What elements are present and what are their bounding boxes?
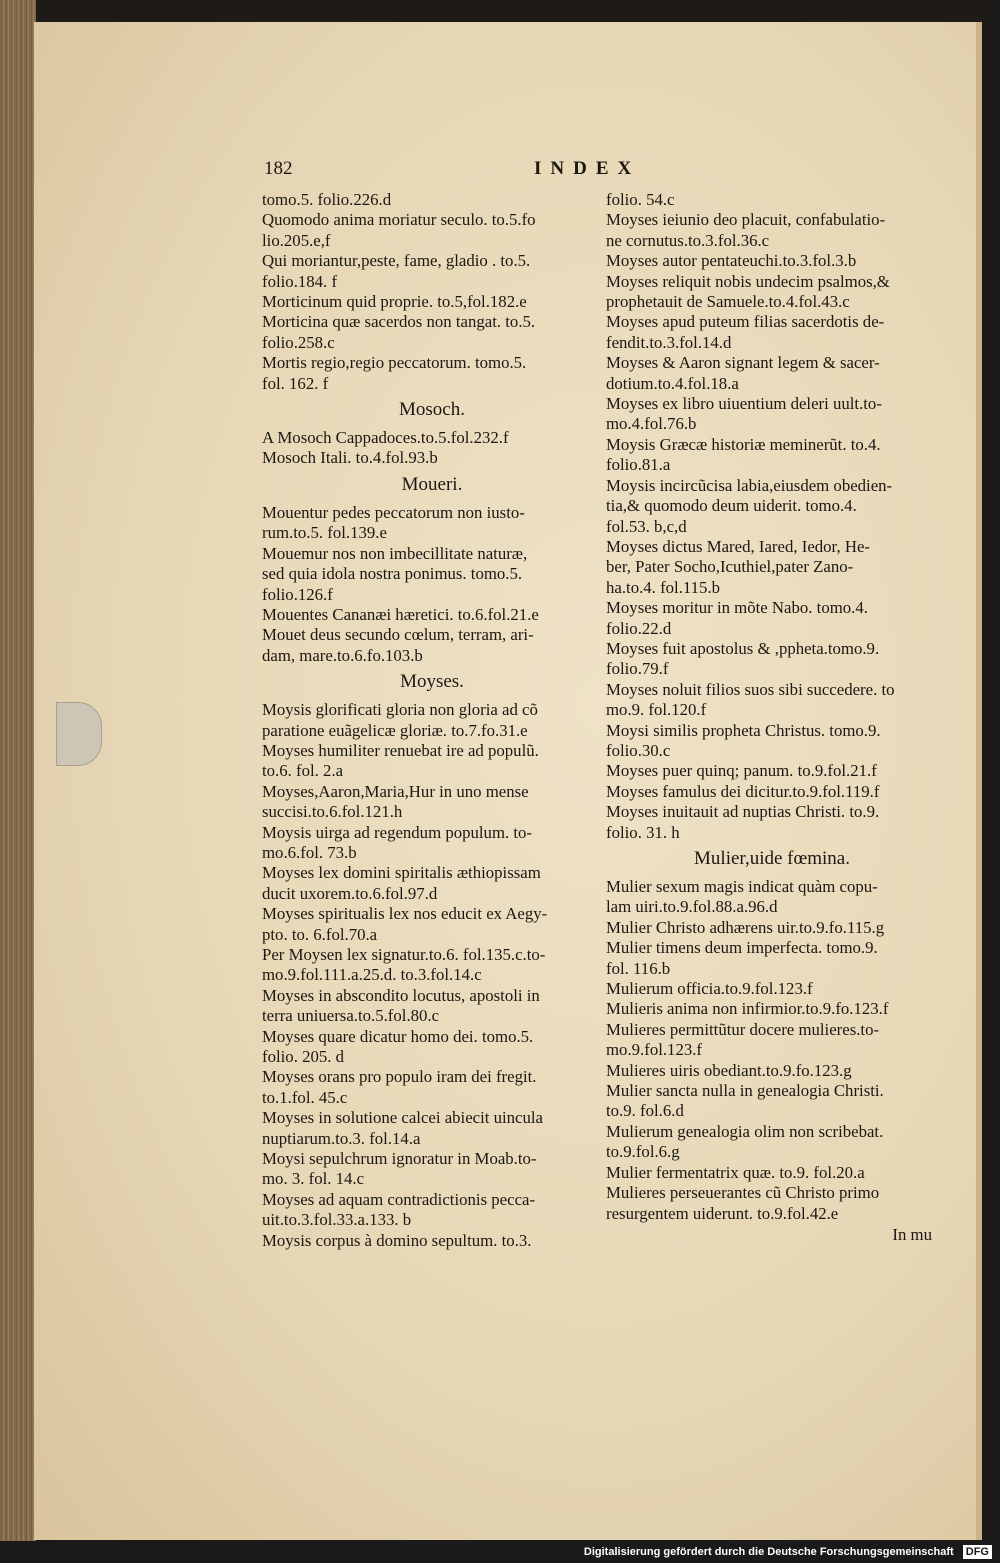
- entry-line: Moysi similis propheta Christus. tomo.9.: [606, 720, 881, 740]
- dfg-logo: DFG: [963, 1545, 992, 1559]
- index-entry: [606, 435, 938, 476]
- catchword: In mu: [892, 1224, 932, 1244]
- entry-line: Moyses moritur in mõte Nabo. tomo.4.: [606, 598, 868, 618]
- entry-line: to.9. fol.6.d: [606, 1101, 684, 1121]
- entry-line: Moysis Græcæ historiæ meminerũt. to.4.: [606, 434, 881, 454]
- index-entry: [262, 544, 602, 605]
- index-entry: [262, 448, 602, 468]
- index-entry: [606, 761, 938, 781]
- index-entry: [606, 680, 938, 721]
- entry-line: Mosoch Itali. to.4.fol.93.b: [262, 448, 438, 468]
- index-entry: [606, 210, 938, 251]
- entry-line: Mulier timens deum imperfecta. tomo.9.: [606, 938, 878, 958]
- index-entry: [606, 251, 938, 271]
- entry-line: folio.81.a: [606, 455, 671, 475]
- entry-line: Quomodo anima moriatur seculo. to.5.fo: [262, 210, 536, 230]
- entry-line: mo. 3. fol. 14.c: [262, 1169, 365, 1189]
- entry-line: mo.6.fol. 73.b: [262, 842, 357, 862]
- entry-line: ducit uxorem.to.6.fol.97.d: [262, 883, 438, 903]
- index-entry: [262, 823, 602, 864]
- entry-line: folio.126.f: [262, 584, 333, 604]
- index-entry: [262, 1149, 602, 1190]
- index-entry: [262, 312, 602, 353]
- entry-line: mo.9.fol.111.a.25.d. to.3.fol.14.c: [262, 965, 482, 985]
- index-entry: [262, 605, 602, 625]
- index-entry: [606, 312, 938, 353]
- index-entry: [606, 918, 938, 938]
- index-entry: [606, 802, 938, 843]
- entry-line: Moyses spiritualis lex nos educit ex Aegy-: [262, 904, 548, 924]
- entry-line: Moyses puer quinq; panum. to.9.fol.21.f: [606, 761, 877, 781]
- index-entry: [262, 1231, 602, 1251]
- book-edge: [0, 0, 36, 1545]
- index-entry: [606, 598, 938, 639]
- index-entry: [606, 476, 938, 537]
- page-clip: [56, 702, 102, 766]
- entry-line: to.9.fol.6.g: [606, 1142, 680, 1162]
- entry-line: Moyses noluit filios suos sibi succedere. to: [606, 679, 895, 699]
- funding-note: Digitalisierung gefördert durch die Deutsche Forschungsgemeinschaft: [583, 1546, 954, 1558]
- entry-line: uit.to.3.fol.33.a.133. b: [262, 1210, 412, 1230]
- index-entry: [262, 251, 602, 292]
- index-entry: [262, 1108, 602, 1149]
- index-entry: [606, 353, 938, 394]
- entry-line: folio.30.c: [606, 740, 671, 760]
- entry-line: to.1.fol. 45.c: [262, 1087, 348, 1107]
- entry-line: Qui moriantur,peste, fame, gladio . to.5.: [262, 251, 531, 271]
- entry-line: dam, mare.to.6.fo.103.b: [262, 645, 423, 665]
- entry-line: Moysis uirga ad regendum populum. to-: [262, 822, 533, 842]
- digitization-footer: [0, 1541, 1000, 1563]
- entry-line: Morticina quæ sacerdos non tangat. to.5.: [262, 312, 536, 332]
- entry-line: Moyses fuit apostolus & ,ppheta.tomo.9.: [606, 638, 880, 658]
- entry-line: Mulier sexum magis indicat quàm copu-: [606, 877, 878, 896]
- index-entry: [606, 979, 938, 999]
- entry-line: ha.to.4. fol.115.b: [606, 577, 721, 597]
- entry-line: lam uiri.to.9.fol.88.a.96.d: [606, 897, 778, 917]
- entry-line: Moyses ex libro uiuentium deleri uult.to-: [606, 394, 882, 414]
- entry-line: folio.79.f: [606, 659, 669, 679]
- entry-line: Moyses ieiunio deo placuit, confabulatio-: [606, 210, 886, 230]
- entry-line: Mouet deus secundo cœlum, terram, ari-: [262, 625, 534, 645]
- entry-line: prophetauit de Samuele.to.4.fol.43.c: [606, 292, 850, 312]
- entry-line: Moysis incircũcisa labia,eiusdem obedien-: [606, 475, 893, 495]
- entry-line: Moysis corpus à domino sepultum. to.3.: [262, 1230, 532, 1250]
- entry-line: folio.258.c: [262, 332, 335, 352]
- index-entry: [606, 394, 938, 435]
- entry-line: folio. 31. h: [606, 822, 680, 842]
- index-entry: [606, 1081, 938, 1122]
- index-entry: [262, 1190, 602, 1231]
- running-title: INDEX: [534, 158, 641, 179]
- index-entry: [606, 1122, 938, 1163]
- entry-line: Moyses & Aaron signant legem & sacer-: [606, 353, 880, 373]
- index-entry: [606, 938, 938, 979]
- entry-line: Mulieres uiris obediant.to.9.fo.123.g: [606, 1060, 852, 1080]
- index-entry: [262, 625, 602, 666]
- entry-line: Mulier fermentatrix quæ. to.9. fol.20.a: [606, 1162, 865, 1182]
- entry-line: Mulier sancta nulla in genealogia Christi.: [606, 1081, 884, 1101]
- index-heading: Moueri.: [401, 473, 463, 495]
- index-entry: [262, 782, 602, 823]
- entry-line: ber, Pater Socho,Icuthiel,pater Zano-: [606, 557, 854, 577]
- running-header: [264, 158, 664, 188]
- index-entry: [606, 1061, 938, 1081]
- entry-line: Moyses quare dicatur homo dei. tomo.5.: [262, 1026, 534, 1046]
- entry-line: Moyses reliquit nobis undecim psalmos,&: [606, 271, 890, 291]
- index-entry: [262, 986, 602, 1027]
- entry-line: A Mosoch Cappadoces.to.5.fol.232.f: [262, 428, 509, 448]
- index-entry: [262, 503, 602, 544]
- entry-line: Moyses inuitauit ad nuptias Christi. to.9.: [606, 802, 880, 822]
- index-entry: [606, 1020, 938, 1061]
- index-entry: [606, 877, 938, 918]
- entry-line: rum.to.5. fol.139.e: [262, 523, 387, 543]
- entry-line: terra uniuersa.to.5.fol.80.c: [262, 1006, 440, 1026]
- index-entry: [606, 782, 938, 802]
- entry-line: fendit.to.3.fol.14.d: [606, 332, 732, 352]
- entry-line: Morticinum quid proprie. to.5,fol.182.e: [262, 292, 527, 312]
- entry-line: mo.9.fol.123.f: [606, 1040, 703, 1060]
- index-entry: [606, 272, 938, 313]
- entry-line: Mouemur nos non imbecillitate naturæ,: [262, 543, 528, 563]
- entry-line: mo.9. fol.120.f: [606, 700, 707, 720]
- entry-line: Moyses lex domini spiritalis æthiopissam: [262, 863, 541, 883]
- entry-line: Per Moysen lex signatur.to.6. fol.135.c.to-: [262, 945, 546, 964]
- entry-line: Moyses ad aquam contradictionis pecca-: [262, 1189, 536, 1209]
- entry-line: succisi.to.6.fol.121.h: [262, 802, 403, 822]
- index-entry: [262, 945, 602, 986]
- entry-line: tomo.5. folio.226.d: [262, 190, 392, 209]
- entry-line: Moyses autor pentateuchi.to.3.fol.3.b: [606, 251, 857, 271]
- entry-line: tia,& quomodo deum uiderit. tomo.4.: [606, 496, 857, 516]
- entry-line: dotium.to.4.fol.18.a: [606, 373, 739, 393]
- index-entry: [262, 210, 602, 251]
- entry-line: Mulierum officia.to.9.fol.123.f: [606, 979, 813, 999]
- index-entry: [606, 999, 938, 1019]
- entry-line: Moyses famulus dei dicitur.to.9.fol.119.f: [606, 781, 880, 801]
- entry-line: Moyses dictus Mared, Iared, Iedor, He-: [606, 536, 871, 556]
- entry-line: sed quia idola nostra ponimus. tomo.5.: [262, 564, 523, 584]
- entry-line: paratione euãgelicæ gloriæ. to.7.fo.31.e: [262, 720, 528, 740]
- entry-line: Mortis regio,regio peccatorum. tomo.5.: [262, 353, 527, 373]
- entry-line: Moyses humiliter renuebat ire ad populũ.: [262, 740, 539, 760]
- entry-line: Mulier Christo adhærens uir.to.9.fo.115.g: [606, 917, 885, 937]
- entry-line: folio. 54.c: [606, 190, 675, 209]
- index-entry: [606, 1183, 938, 1224]
- index-entry: [262, 1067, 602, 1108]
- entry-line: mo.4.fol.76.b: [606, 414, 697, 434]
- index-entry: [606, 190, 938, 210]
- index-entry: [262, 904, 602, 945]
- entry-line: resurgentem uiderunt. to.9.fol.42.e: [606, 1203, 839, 1223]
- entry-line: folio.22.d: [606, 618, 672, 638]
- entry-line: Mouentur pedes peccatorum non iusto-: [262, 502, 525, 522]
- entry-line: fol. 162. f: [262, 373, 329, 393]
- entry-line: nuptiarum.to.3. fol.14.a: [262, 1128, 421, 1148]
- entry-line: Moysis glorificati gloria non gloria ad cõ: [262, 700, 538, 720]
- index-entry: [262, 700, 602, 741]
- entry-line: fol. 116.b: [606, 958, 671, 978]
- entry-line: Moyses in solutione calcei abiecit uincula: [262, 1108, 544, 1128]
- index-entry: [262, 863, 602, 904]
- entry-line: to.6. fol. 2.a: [262, 761, 344, 781]
- index-column-right: [606, 190, 938, 1246]
- entry-line: Moyses apud puteum filias sacerdotis de-: [606, 312, 885, 332]
- index-heading: Mosoch.: [399, 399, 465, 421]
- index-heading: Mulier,uide fœmina.: [694, 848, 850, 869]
- index-entry: [262, 190, 602, 210]
- entry-line: Moyses orans pro populo iram dei fregit.: [262, 1067, 537, 1087]
- entry-line: Mulierum genealogia olim non scribebat.: [606, 1121, 884, 1141]
- index-entry: [606, 1163, 938, 1183]
- index-entry: [262, 741, 602, 782]
- entry-line: folio. 205. d: [262, 1047, 345, 1067]
- entry-line: fol.53. b,c,d: [606, 516, 687, 536]
- entry-line: Mouentes Cananæi hæretici. to.6.fol.21.e: [262, 604, 539, 624]
- entry-line: Moysi sepulchrum ignoratur in Moab.to-: [262, 1149, 537, 1169]
- entry-line: lio.205.e,f: [262, 230, 331, 250]
- entry-line: pto. to. 6.fol.70.a: [262, 924, 378, 944]
- entry-line: ne cornutus.to.3.fol.36.c: [606, 230, 770, 250]
- index-entry: [262, 292, 602, 312]
- index-entry: [606, 721, 938, 762]
- entry-line: Moyses in abscondito locutus, apostoli in: [262, 985, 540, 1005]
- entry-line: Mulieris anima non infirmior.to.9.fo.123.f: [606, 999, 889, 1019]
- entry-line: Mulieres permittũtur docere mulieres.to-: [606, 1019, 880, 1039]
- index-column-left: [262, 190, 602, 1251]
- index-entry: [262, 428, 602, 448]
- entry-line: Mulieres perseuerantes cũ Christo primo: [606, 1183, 880, 1203]
- index-entry: [606, 537, 938, 598]
- index-entry: [262, 353, 602, 394]
- index-entry: [262, 1027, 602, 1068]
- entry-line: Moyses,Aaron,Maria,Hur in uno mense: [262, 781, 529, 801]
- entry-line: folio.184. f: [262, 271, 338, 291]
- page-number: 182: [264, 158, 293, 179]
- index-heading: Moyses.: [400, 671, 464, 693]
- index-entry: [606, 639, 938, 680]
